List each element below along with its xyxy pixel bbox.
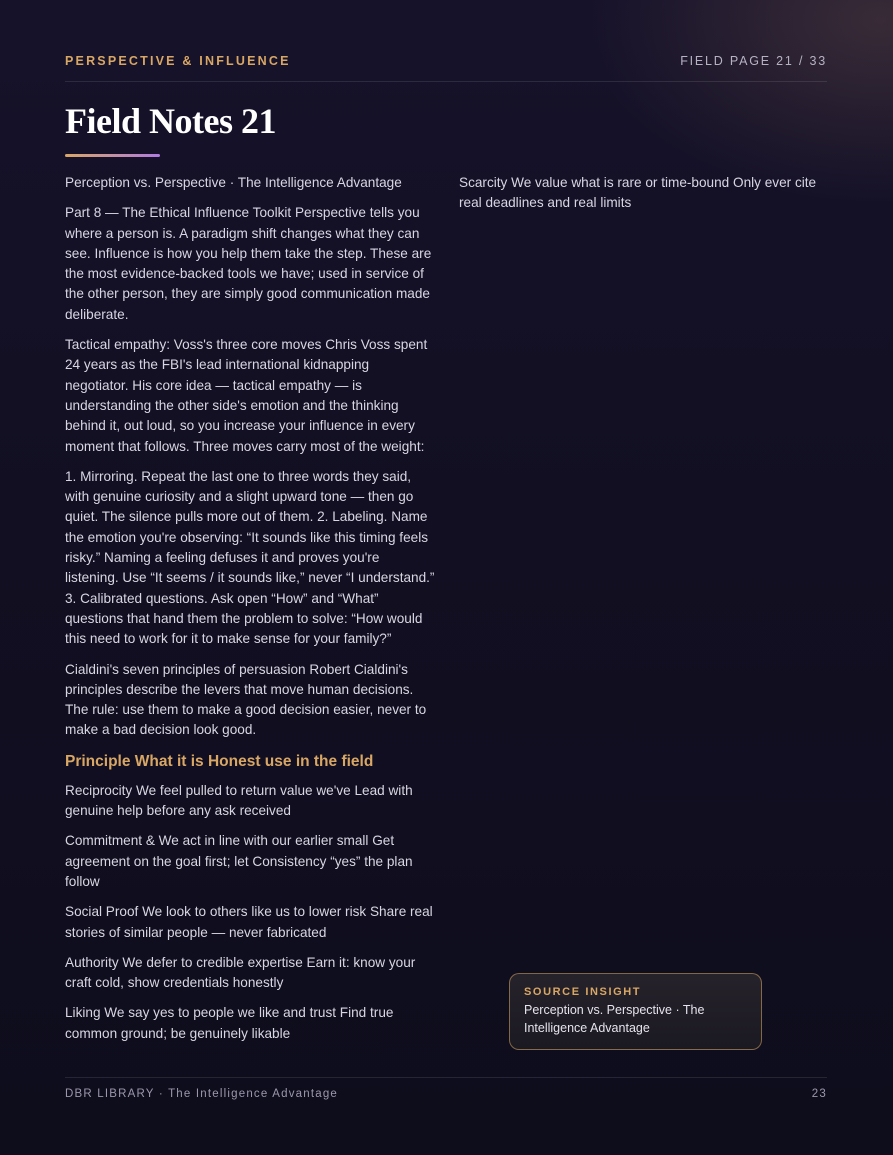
left-column (65, 173, 435, 1054)
right-column (459, 173, 829, 224)
principles-table-heading: Principle What it is Honest use in the field (65, 752, 374, 770)
table-row: Social Proof We look to others like us to lower risk Share real stories of similar people — never fabricated (65, 904, 433, 940)
table-row: Authority We defer to credible expertise Earn it: know your craft cold, show credentials honestly (65, 954, 416, 991)
paragraph-cialdini: Cialdini's seven principles of persuasion Robert Cialdini's principles describe the levers that move human decisions. The rule: use them to make a good decision easier, never to make a bad decision look good. (65, 661, 427, 738)
page-header (65, 54, 827, 82)
table-row: Reciprocity We feel pulled to return value we've Lead with genuine help before any ask received (65, 782, 413, 819)
page-title: Field Notes 21 (65, 101, 276, 141)
insight-label: SOURCE INSIGHT (524, 986, 642, 998)
insight-text: Perception vs. Perspective · The Intelligence Advantage (524, 1003, 705, 1035)
subtitle-line: Perception vs. Perspective · The Intelligence Advantage (65, 175, 402, 190)
page-footer (65, 1077, 827, 1100)
paragraph-tactical-empathy: Tactical empathy: Voss's three core moves Chris Voss spent 24 years as the FBI's lead international kidnapping negotiator. His core idea — tactical empathy — is understanding the other side's emotion and the thinking behind it, out loud, so you increase your influence in every moment that follows. Three moves carry most of the weight: (65, 337, 428, 454)
paragraph-three-moves: 1. Mirroring. Repeat the last one to three words they said, with genuine curiosity and a slight upward tone — then go quiet. The silence pulls more out of them. 2. Labeling. Name the emotion you're observing: “It sounds like this timing feels risky.” Naming a feeling defuses it and proves you're listening. Use “It seems / it sounds like,” never “I understand.” 3. Calibrated questions. Ask open “How” and “What” questions that hand them the problem to solve: “How would this need to work for it to make sense for your family?” (65, 468, 435, 647)
table-row: Commitment & We act in line with our earlier small Get agreement on the goal first; let Consistency “yes” the plan follow (65, 833, 413, 889)
section-kicker: PERSPECTIVE & INFLUENCE (65, 54, 291, 68)
title-underline (65, 154, 160, 157)
paragraph-ethical-toolkit: Part 8 — The Ethical Influence Toolkit Perspective tells you where a person is. A paradigm shift changes what they can see. Influence is how you help them take the step. These are the most evidence-backed tools we have; used in service of the other person, they are simply good communication made deliberate. (65, 205, 432, 322)
footer-library-label: DBR LIBRARY · The Intelligence Advantage (65, 1088, 339, 1100)
page-indicator: FIELD PAGE 21 / 33 (680, 54, 827, 68)
table-row: Liking We say yes to people we like and trust Find true common ground; be genuinely likable (65, 1005, 394, 1041)
table-row: Scarcity We value what is rare or time-bound Only ever cite real deadlines and real limits (459, 175, 817, 211)
source-insight-card (509, 973, 762, 1050)
footer-page-number: 23 (811, 1088, 827, 1100)
